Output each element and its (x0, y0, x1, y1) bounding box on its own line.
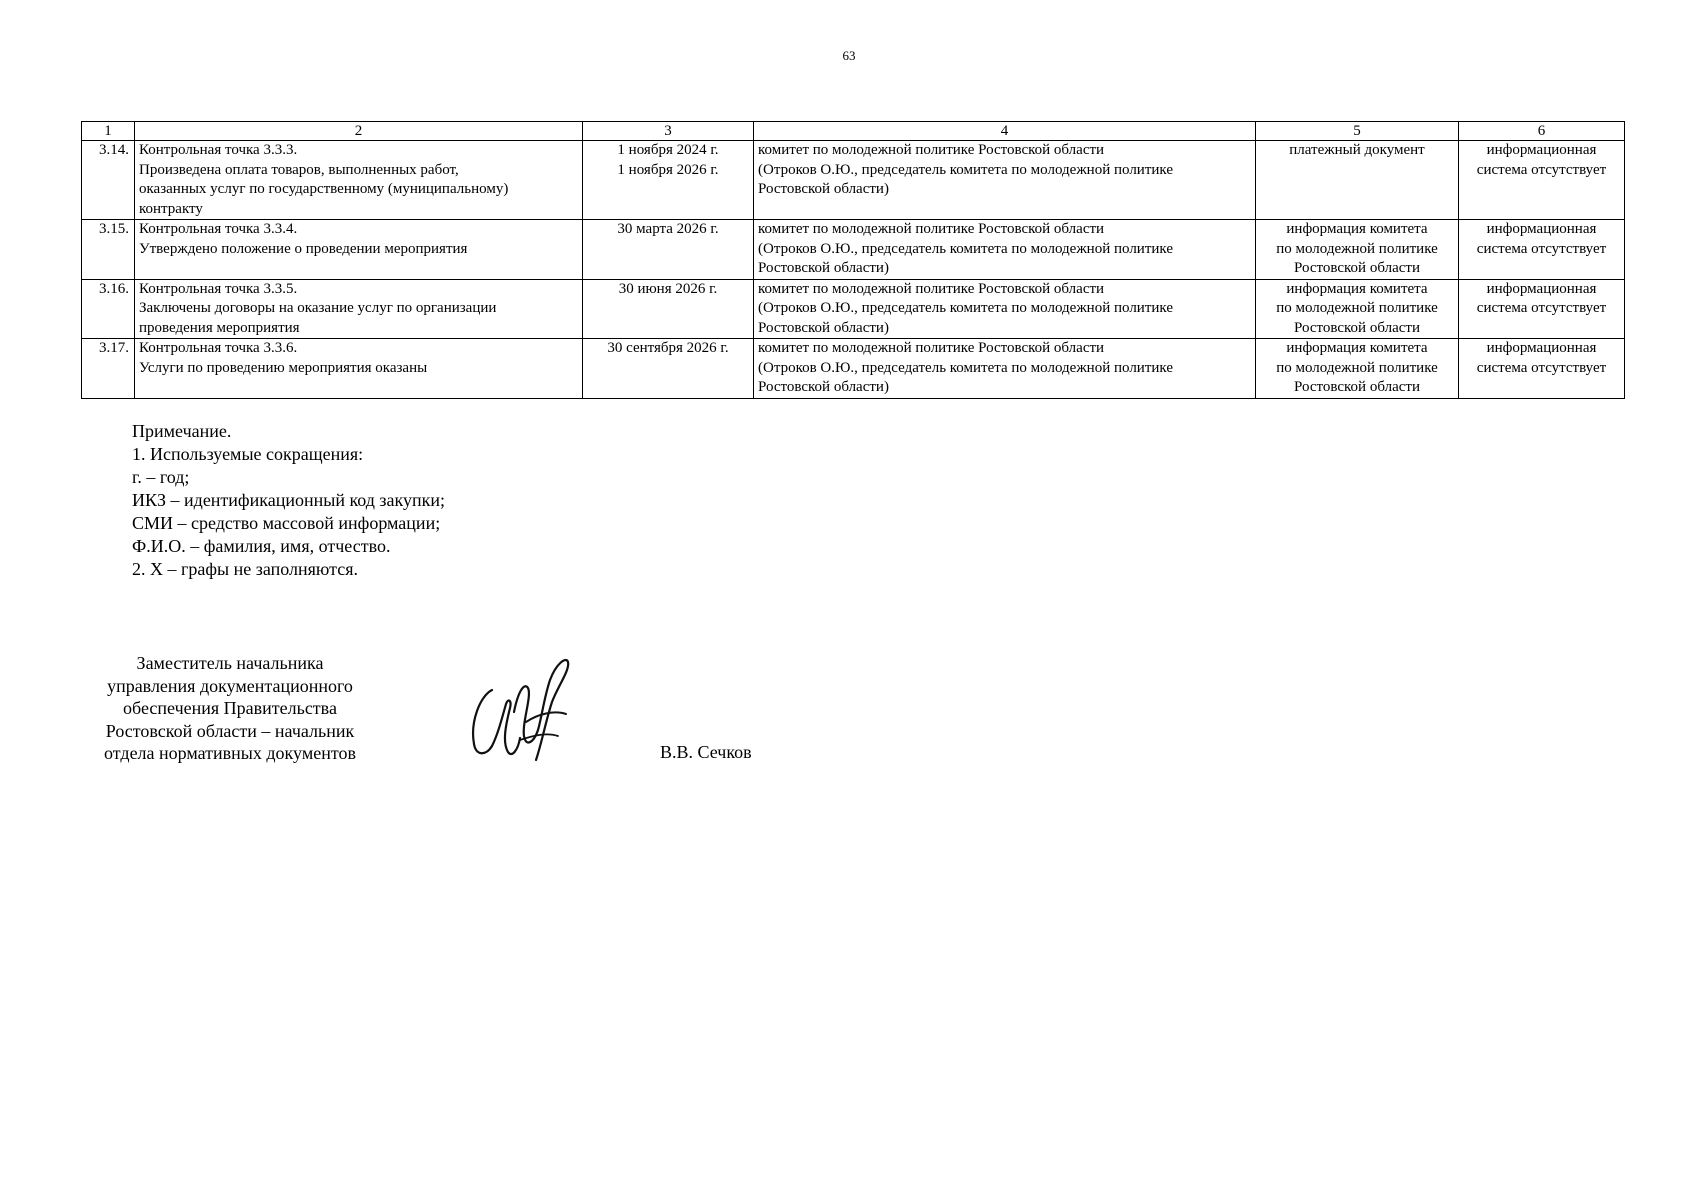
note-line: СМИ – средство массовой информации; (132, 513, 441, 533)
event-line: Заключены договоры на оказание услуг по организации (139, 300, 497, 316)
row-number-cell: 3.16. (82, 279, 135, 339)
header-cell-4: 4 (754, 122, 1256, 141)
responsible-line: комитет по молодежной политике Ростовской области (758, 280, 1105, 297)
system-cell (1459, 220, 1625, 280)
note-line: 1. Используемые сокращения: (132, 444, 364, 464)
document-line: Ростовской области (1294, 319, 1420, 336)
row-number-cell: 3.15. (82, 220, 135, 280)
table-row (82, 141, 1625, 220)
control-points-table (81, 121, 1625, 399)
responsible-line: Ростовской области) (758, 319, 889, 336)
document-line: по молодежной политике (1276, 300, 1438, 316)
system-line: система отсутствует (1476, 300, 1607, 316)
event-cell (135, 339, 583, 399)
document-line: платежный документ (1289, 142, 1425, 158)
note-line: Ф.И.О. – фамилия, имя, отчество. (132, 536, 391, 556)
responsible-line: Ростовской области) (758, 260, 889, 276)
signatory-name: В.В. Сечков (660, 742, 752, 762)
system-cell (1459, 339, 1625, 399)
row-number-cell: 3.17. (82, 339, 135, 399)
table-row (82, 220, 1625, 280)
event-cell (135, 279, 583, 339)
responsible-line: (Отроков О.Ю., председатель комитета по молодежной политике (758, 300, 1173, 316)
event-line: оказанных услуг по государственному (муниципальному) (139, 181, 509, 197)
responsible-cell (754, 339, 1256, 399)
event-line: Утверждено положение о проведении мероприятия (139, 240, 468, 257)
document-line: по молодежной политике (1276, 359, 1438, 376)
document-line: информация комитета (1286, 280, 1428, 297)
document-line: информация комитета (1286, 221, 1428, 237)
system-cell (1459, 141, 1625, 220)
header-cell-5: 5 (1256, 122, 1459, 141)
document-line: Ростовской области (1294, 260, 1420, 276)
document-cell (1256, 220, 1459, 280)
event-line: Контрольная точка 3.3.5. (139, 280, 298, 297)
notes-heading: Примечание. (132, 421, 232, 441)
document-line: Ростовской области (1294, 379, 1420, 395)
note-line: 2. X – графы не заполняются. (132, 559, 358, 579)
table-row (82, 339, 1625, 399)
notes-block (132, 420, 445, 581)
date-cell (583, 339, 754, 399)
header-cell-2: 2 (135, 122, 583, 141)
signatory-position (80, 652, 380, 765)
event-line: Контрольная точка 3.3.6. (139, 340, 298, 356)
date-line: 30 июня 2026 г. (618, 280, 718, 297)
document-line: по молодежной политике (1276, 240, 1438, 257)
system-line: система отсутствует (1476, 359, 1607, 376)
document-line: информация комитета (1286, 340, 1428, 356)
system-line: информационная (1486, 142, 1597, 158)
document-cell (1256, 279, 1459, 339)
responsible-line: (Отроков О.Ю., председатель комитета по молодежной политике (758, 240, 1173, 257)
note-line: г. – год; (132, 467, 190, 487)
table-header-row (82, 122, 1625, 141)
event-line: контракту (139, 200, 203, 217)
responsible-cell (754, 141, 1256, 220)
date-line: 1 ноября 2024 г. (617, 142, 719, 158)
responsible-line: (Отроков О.Ю., председатель комитета по молодежной политике (758, 161, 1173, 178)
signatory-position-line: Заместитель начальника (136, 653, 324, 673)
date-cell (583, 279, 754, 339)
system-line: информационная (1486, 340, 1597, 356)
responsible-line: комитет по молодежной политике Ростовской области (758, 221, 1105, 237)
responsible-cell (754, 220, 1256, 280)
table-row (82, 279, 1625, 339)
event-cell (135, 220, 583, 280)
system-line: информационная (1486, 221, 1597, 237)
system-line: система отсутствует (1476, 161, 1607, 178)
signatory-position-line: управления документационного (107, 675, 353, 696)
handwritten-signature (462, 652, 582, 772)
date-line: 30 сентября 2026 г. (607, 340, 729, 356)
system-line: система отсутствует (1476, 240, 1607, 257)
table-body (82, 122, 1625, 399)
header-cell-6: 6 (1459, 122, 1625, 141)
event-line: Произведена оплата товаров, выполненных работ, (139, 161, 459, 178)
responsible-line: (Отроков О.Ю., председатель комитета по молодежной политике (758, 359, 1173, 376)
date-line: 1 ноября 2026 г. (617, 161, 719, 178)
signatory-position-line: отдела нормативных документов (104, 743, 356, 763)
system-cell (1459, 279, 1625, 339)
responsible-line: комитет по молодежной политике Ростовской области (758, 142, 1105, 158)
event-line: Контрольная точка 3.3.3. (139, 142, 298, 158)
signatory-position-line: обеспечения Правительства (123, 698, 337, 718)
date-line: 30 марта 2026 г. (617, 221, 719, 237)
date-cell (583, 220, 754, 280)
signatory-position-line: Ростовской области – начальник (105, 720, 355, 741)
event-line: Контрольная точка 3.3.4. (139, 221, 298, 237)
responsible-line: комитет по молодежной политике Ростовской области (758, 340, 1105, 356)
document-cell (1256, 141, 1459, 220)
note-line: ИКЗ – идентификационный код закупки; (132, 490, 446, 510)
event-cell (135, 141, 583, 220)
responsible-line: Ростовской области) (758, 181, 889, 197)
header-cell-3: 3 (583, 122, 754, 141)
row-number-cell: 3.14. (82, 141, 135, 220)
date-cell (583, 141, 754, 220)
system-line: информационная (1486, 280, 1597, 297)
responsible-cell (754, 279, 1256, 339)
header-cell-1: 1 (82, 122, 135, 141)
responsible-line: Ростовской области) (758, 379, 889, 395)
page-number: 63 (842, 48, 856, 63)
event-line: Услуги по проведению мероприятия оказаны (139, 359, 428, 376)
event-line: проведения мероприятия (139, 319, 300, 336)
document-cell (1256, 339, 1459, 399)
